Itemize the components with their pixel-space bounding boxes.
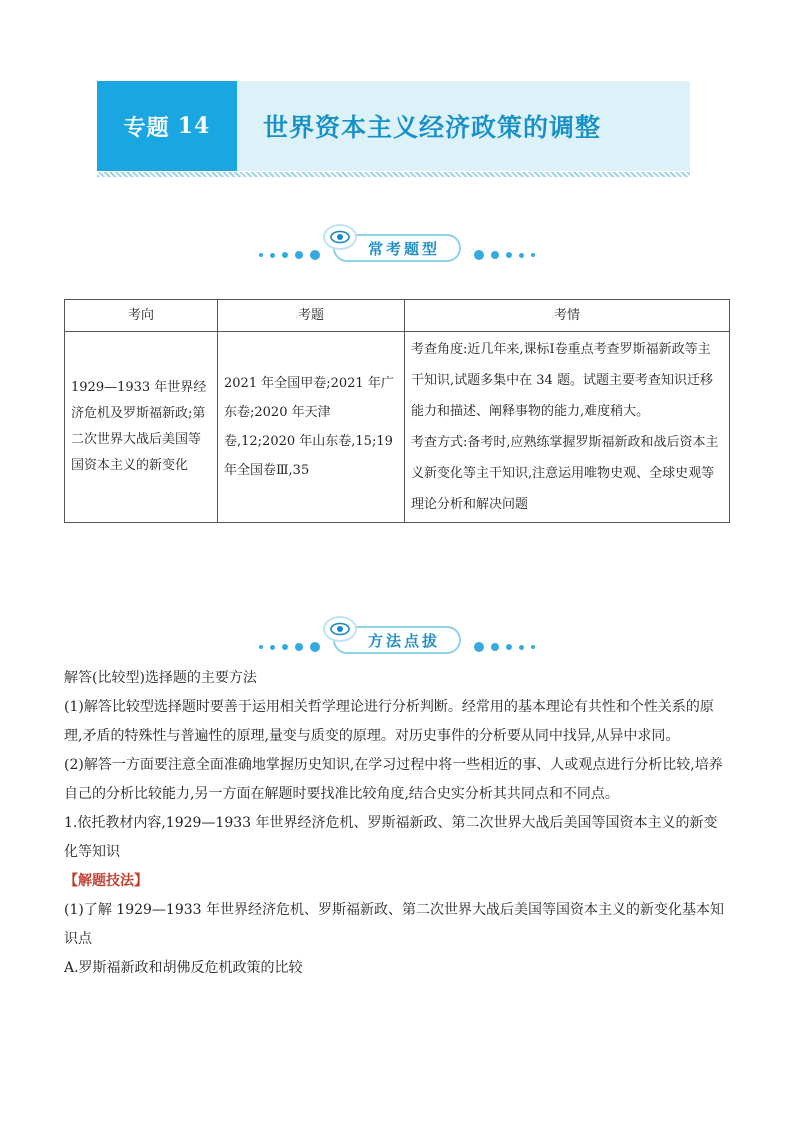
table-header-analysis: 考情 — [405, 300, 730, 332]
cell-direction: 1929—1933 年世界经济危机及罗斯福新政;第二次世界大战后美国等国资本主义的新变化 — [65, 332, 218, 523]
cell-analysis — [405, 332, 730, 523]
table-header-questions: 考题 — [218, 300, 405, 332]
section-badge-common-types — [259, 228, 535, 264]
topic-header — [97, 81, 690, 171]
tip-item-a: A.罗斯福新政和胡佛反危机政策的比较 — [64, 960, 303, 976]
topic-number: 14 — [177, 113, 211, 139]
cell-questions: 2021 年全国甲卷;2021 年广东卷;2020 年天津卷,12;2020 年山东卷,15;19 年全国卷Ⅲ,35 — [218, 332, 405, 523]
decorative-dots-left — [259, 250, 320, 260]
tip-label: 【解题技法】 — [64, 873, 148, 889]
eye-icon — [323, 224, 357, 250]
decorative-dots-right — [474, 642, 535, 652]
topic-label: 专题 — [123, 114, 170, 141]
tip-paragraph-1: (1)了解 1929—1933 年世界经济危机、罗斯福新政、第二次世界大战后美国等国资本主义的新变化基本知识点 — [64, 902, 724, 947]
table-row — [65, 332, 730, 523]
section-label: 常考题型 — [333, 234, 461, 262]
method-paragraph-1: (1)解答比较型选择题时要善于运用相关哲学理论进行分析判断。经常用的基本理论有共性和个性关系的原理,矛盾的特殊性与普遍性的原理,量变与质变的原理。对历史事件的分析要从同中找异,从异中求同。 — [64, 699, 714, 744]
header-stripe — [97, 172, 690, 177]
section-label: 方法点拔 — [333, 626, 461, 654]
section-badge-method — [259, 620, 535, 656]
method-item-1: 1.依托教材内容,1929—1933 年世界经济危机、罗斯福新政、第二次世界大战后美国等国资本主义的新变化等知识 — [64, 815, 718, 860]
analysis-angle: 考查角度:近几年来,课标Ⅰ卷重点考查罗斯福新政等主干知识,试题多集中在 34 题。试题主要考查知识迁移能力和描述、阐释事物的能力,难度稍大。 — [411, 342, 713, 419]
exam-table — [64, 299, 730, 523]
page-title: 世界资本主义经济政策的调整 — [263, 113, 602, 142]
analysis-method: 考查方式:备考时,应熟练掌握罗斯福新政和战后资本主义新变化等主干知识,注意运用唯物史观、全球史观等理论分析和解决问题 — [411, 435, 719, 512]
table-header-direction: 考向 — [65, 300, 218, 332]
method-intro: 解答(比较型)选择题的主要方法 — [64, 670, 257, 686]
eye-icon — [323, 616, 357, 642]
decorative-dots-right — [474, 250, 535, 260]
decorative-dots-left — [259, 642, 320, 652]
method-paragraph-2: (2)解答一方面要注意全面准确地掌握历史知识,在学习过程中将一些相近的事、人或观点进行分析比较,培养自己的分析比较能力,另一方面在解题时要找准比较角度,结合史实分析其共同点和不同点。 — [64, 757, 723, 802]
topic-number-box — [97, 81, 237, 171]
method-body — [64, 664, 730, 983]
table-header-row — [65, 300, 730, 332]
